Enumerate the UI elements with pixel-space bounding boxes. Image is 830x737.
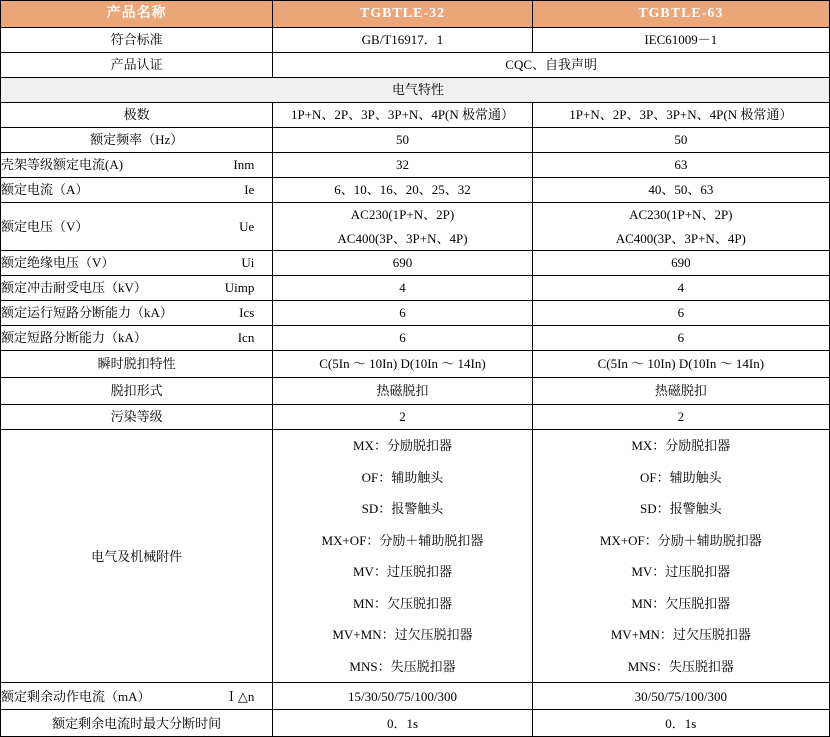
row-value-pollution-degree-1: 2	[273, 405, 532, 430]
table-header-row	[1, 1, 830, 28]
row-value-poles-2: 1P+N、2P、3P、3P+N、4P(N 极常通）	[532, 103, 829, 128]
accessory-line: MN：欠压脱扣器	[631, 595, 731, 611]
row-symbol-ie: Ie	[244, 182, 255, 198]
row-symbol-inm: Inm	[233, 157, 255, 173]
row-value-insulation-voltage-2: 690	[532, 251, 829, 276]
row-label-certification: 产品认证	[1, 53, 273, 78]
row-value-icn-2: 6	[532, 326, 829, 351]
row-label-accessories: 电气及机械附件	[1, 430, 273, 683]
accessory-line: MV：过压脱扣器	[631, 564, 731, 580]
accessory-line: OF：辅助触头	[640, 469, 722, 485]
row-label-rated-current-text: 额定电流（A）	[1, 182, 89, 198]
row-label-trip-type: 脱扣形式	[1, 378, 273, 405]
accessory-line: MN：欠压脱扣器	[353, 595, 452, 611]
header-cell-product-name: 产品名称	[1, 1, 273, 28]
row-label-rated-voltage	[1, 203, 273, 251]
accessory-line: MV：过压脱扣器	[353, 564, 452, 580]
row-label-breaking-time: 额定剩余电流时最大分断时间	[1, 710, 273, 737]
accessory-line: MX+OF：分励＋辅助脱扣器	[321, 532, 484, 548]
row-label-insulation-voltage	[1, 251, 273, 276]
row-value-poles-1: 1P+N、2P、3P、3P+N、4P(N 极常通）	[273, 103, 532, 128]
row-value-ics-2: 6	[532, 301, 829, 326]
row-value-accessories-2	[532, 430, 829, 683]
accessory-line: SD：报警触头	[361, 501, 444, 517]
row-label-ics-text: 额定运行短路分断能力（kA）	[1, 305, 173, 321]
row-value-insulation-voltage-1: 690	[273, 251, 532, 276]
row-label-impulse-voltage	[1, 276, 273, 301]
row-value-residual-current-1: 15/30/50/75/100/300	[273, 683, 532, 710]
section-title-text: 电气特性	[391, 82, 444, 98]
row-symbol-idn: Ｉ△n	[224, 688, 255, 704]
table-row	[1, 203, 830, 251]
row-value-icn-1: 6	[273, 326, 532, 351]
table-row	[1, 53, 830, 78]
table-row	[1, 128, 830, 153]
table-row	[1, 251, 830, 276]
accessory-line: MNS：失压脱扣器	[349, 658, 456, 674]
table-row	[1, 683, 830, 710]
row-value-frequency-2: 50	[532, 128, 829, 153]
table-row	[1, 351, 830, 378]
row-value-instantaneous-trip-2: C(5In ～ 10In) D(10In ～ 14In)	[532, 351, 829, 378]
row-value-rated-voltage-1	[273, 203, 532, 251]
table-row	[1, 153, 830, 178]
row-label-icn	[1, 326, 273, 351]
row-value-pollution-degree-2: 2	[532, 405, 829, 430]
table-row	[1, 28, 830, 53]
row-value-certification: CQC、自我声明	[273, 53, 830, 78]
row-label-residual-current	[1, 683, 273, 710]
table-row-accessories	[1, 430, 830, 683]
accessory-line: MV+MN：过欠压脱扣器	[332, 627, 473, 643]
header-cell-model-2: TGBTLE-63	[532, 1, 829, 28]
row-value-residual-current-2: 30/50/75/100/300	[532, 683, 829, 710]
row-value-frame-current-1: 32	[273, 153, 532, 178]
table-row	[1, 378, 830, 405]
row-label-frequency: 额定频率（Hz）	[1, 128, 273, 153]
row-label-icn-text: 额定短路分断能力（kA）	[1, 330, 147, 346]
section-row-electrical	[1, 78, 830, 103]
accessory-line: MV+MN：过欠压脱扣器	[610, 627, 751, 643]
accessory-line: OF：辅助触头	[361, 469, 444, 485]
row-value-trip-type-2: 热磁脱扣	[532, 378, 829, 405]
row-value-rated-current-2: 40、50、63	[532, 178, 829, 203]
row-value-impulse-voltage-1: 4	[273, 276, 532, 301]
row-label-standard: 符合标准	[1, 28, 273, 53]
row-label-rated-current	[1, 178, 273, 203]
table-row	[1, 178, 830, 203]
row-label-frame-current	[1, 153, 273, 178]
section-title-electrical	[1, 78, 830, 103]
row-label-impulse-voltage-text: 额定冲击耐受电压（kV）	[1, 280, 147, 296]
header-cell-model-1: TGBTLE-32	[273, 1, 532, 28]
row-value-frequency-1: 50	[273, 128, 532, 153]
rated-voltage-2-line2: AC400(3P、3P+N、4P)	[615, 230, 746, 246]
row-value-standard-2: IEC61009－1	[532, 28, 829, 53]
table-row	[1, 710, 830, 737]
table-row	[1, 405, 830, 430]
row-label-instantaneous-trip: 瞬时脱扣特性	[1, 351, 273, 378]
row-label-rated-voltage-text: 额定电压（V）	[1, 218, 89, 234]
accessory-line: MNS：失压脱扣器	[627, 658, 734, 674]
row-label-frame-current-text: 壳架等级额定电流(A)	[1, 157, 124, 173]
row-value-rated-current-1: 6、10、16、20、25、32	[273, 178, 532, 203]
row-symbol-icn: Icn	[237, 330, 255, 346]
row-value-impulse-voltage-2: 4	[532, 276, 829, 301]
row-value-accessories-1	[273, 430, 532, 683]
row-value-trip-type-1: 热磁脱扣	[273, 378, 532, 405]
rated-voltage-2-line1: AC230(1P+N、2P)	[629, 207, 733, 222]
row-value-breaking-time-2: 0．1s	[532, 710, 829, 737]
row-value-standard-1: GB/T16917．1	[273, 28, 532, 53]
row-value-frame-current-2: 63	[532, 153, 829, 178]
row-value-rated-voltage-2	[532, 203, 829, 251]
table-row	[1, 276, 830, 301]
rated-voltage-1-line1: AC230(1P+N、2P)	[350, 207, 455, 222]
row-label-residual-current-text: 额定剩余动作电流（mA）	[1, 688, 151, 704]
row-symbol-ics: Ics	[239, 305, 255, 321]
row-label-insulation-voltage-text: 额定绝缘电压（V）	[1, 255, 115, 271]
row-label-ics	[1, 301, 273, 326]
accessory-line: SD：报警触头	[640, 501, 722, 517]
table-row	[1, 103, 830, 128]
row-value-breaking-time-1: 0．1s	[273, 710, 532, 737]
accessory-line: MX：分励脱扣器	[353, 438, 452, 454]
rated-voltage-1-line2: AC400(3P、3P+N、4P)	[337, 230, 468, 246]
row-symbol-uimp: Uimp	[224, 280, 255, 296]
row-label-pollution-degree: 污染等级	[1, 405, 273, 430]
row-label-poles: 极数	[1, 103, 273, 128]
accessory-line: MX+OF：分励＋辅助脱扣器	[599, 532, 762, 548]
row-value-instantaneous-trip-1: C(5In ～ 10In) D(10In ～ 14In)	[273, 351, 532, 378]
table-row	[1, 301, 830, 326]
row-symbol-ui: Ui	[241, 255, 255, 271]
row-value-ics-1: 6	[273, 301, 532, 326]
row-symbol-ue: Ue	[239, 218, 255, 234]
accessory-line: MX：分励脱扣器	[631, 438, 731, 454]
table-row	[1, 326, 830, 351]
